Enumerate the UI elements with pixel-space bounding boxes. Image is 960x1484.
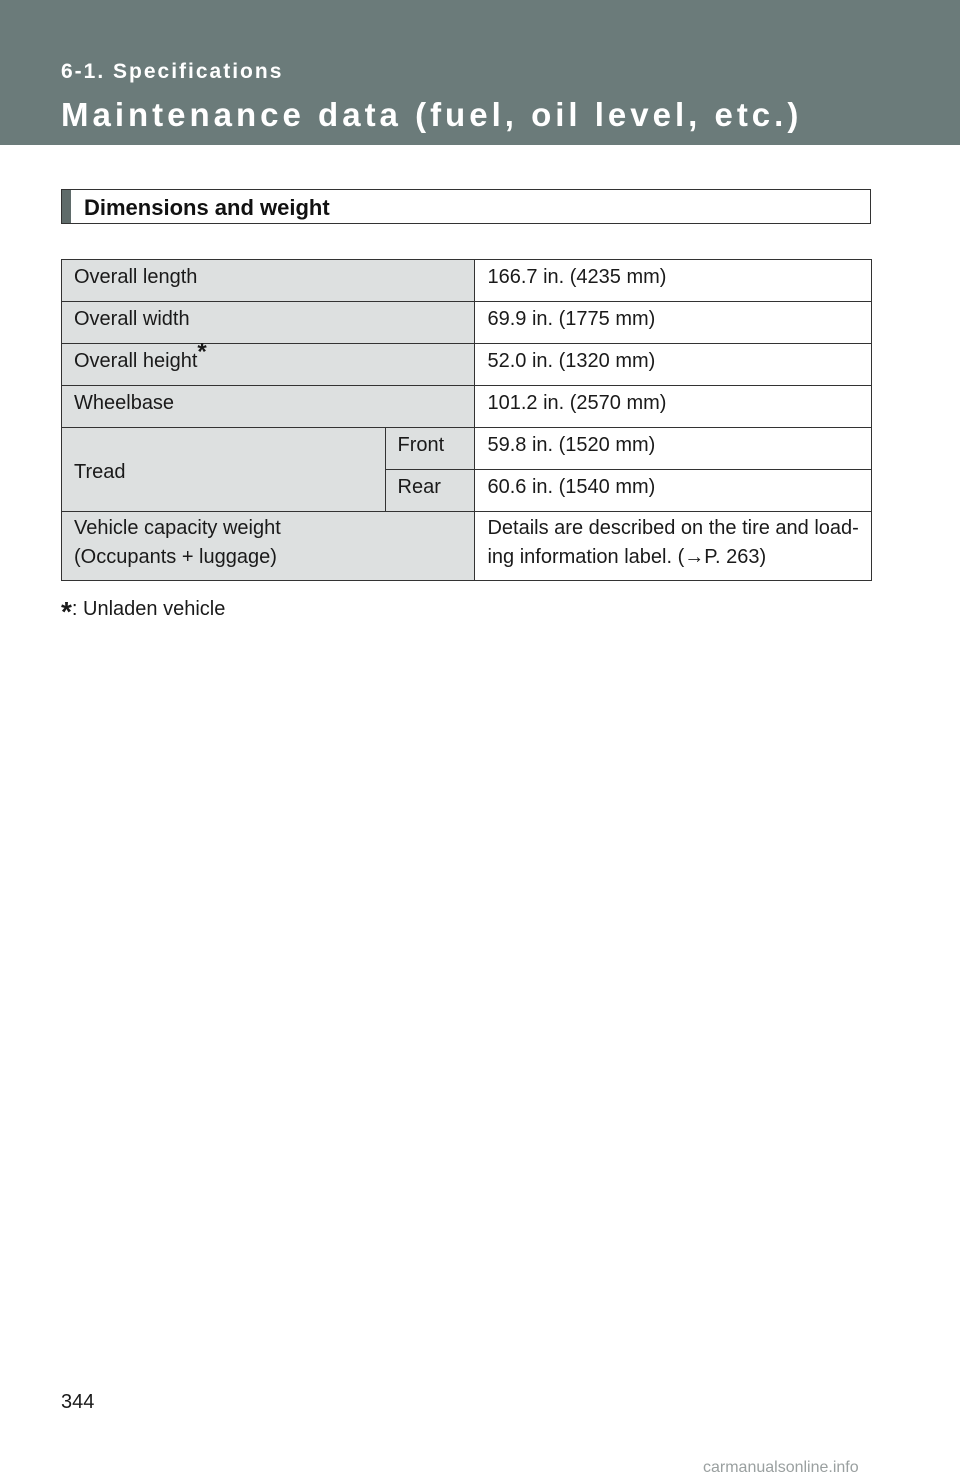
- row-value: 52.0 in. (1320 mm): [475, 344, 872, 386]
- subsection-accent-bar: [62, 190, 71, 223]
- row-sublabel: Rear: [385, 470, 475, 512]
- table-row: [62, 344, 872, 386]
- row-label: Overall width: [62, 302, 475, 344]
- table-row: [62, 386, 872, 428]
- row-value: 69.9 in. (1775 mm): [475, 302, 872, 344]
- table-row: [62, 260, 872, 302]
- footnote-marker: *: [197, 338, 207, 366]
- row-sublabel: Front: [385, 428, 475, 470]
- row-value: 101.2 in. (2570 mm): [475, 386, 872, 428]
- page-title: Maintenance data (fuel, oil level, etc.): [61, 96, 803, 133]
- watermark: carmanualsonline.info: [703, 1459, 859, 1476]
- row-value: 166.7 in. (4235 mm): [475, 260, 872, 302]
- page-number: 344: [61, 1391, 95, 1413]
- footnote-marker: *: [61, 596, 72, 627]
- row-label-line: (Occupants + luggage): [74, 546, 277, 568]
- row-value-line: ing information label. (→P. 263): [487, 546, 767, 568]
- dimensions-table: [61, 259, 872, 581]
- footnote: [61, 596, 225, 628]
- row-value-line: Details are described on the tire and load-: [487, 517, 859, 539]
- row-value: 59.8 in. (1520 mm): [475, 428, 872, 470]
- row-label-cell: [62, 338, 475, 386]
- row-value: 60.6 in. (1540 mm): [475, 470, 872, 512]
- row-label: Overall length: [62, 260, 475, 302]
- section-label: 6-1. Specifications: [61, 60, 284, 83]
- subsection-heading: [61, 189, 871, 224]
- subsection-title: Dimensions and weight: [84, 195, 330, 220]
- row-label-cell: [62, 512, 475, 581]
- row-label: Overall height: [74, 350, 198, 372]
- table-row: [62, 512, 872, 581]
- table-row: [62, 302, 872, 344]
- row-label: Wheelbase: [62, 386, 475, 428]
- table-row: [62, 428, 872, 470]
- row-label: Tread: [62, 428, 386, 512]
- row-value-cell: [475, 512, 872, 581]
- row-label-line: Vehicle capacity weight: [74, 517, 281, 539]
- footnote-text: : Unladen vehicle: [71, 598, 226, 620]
